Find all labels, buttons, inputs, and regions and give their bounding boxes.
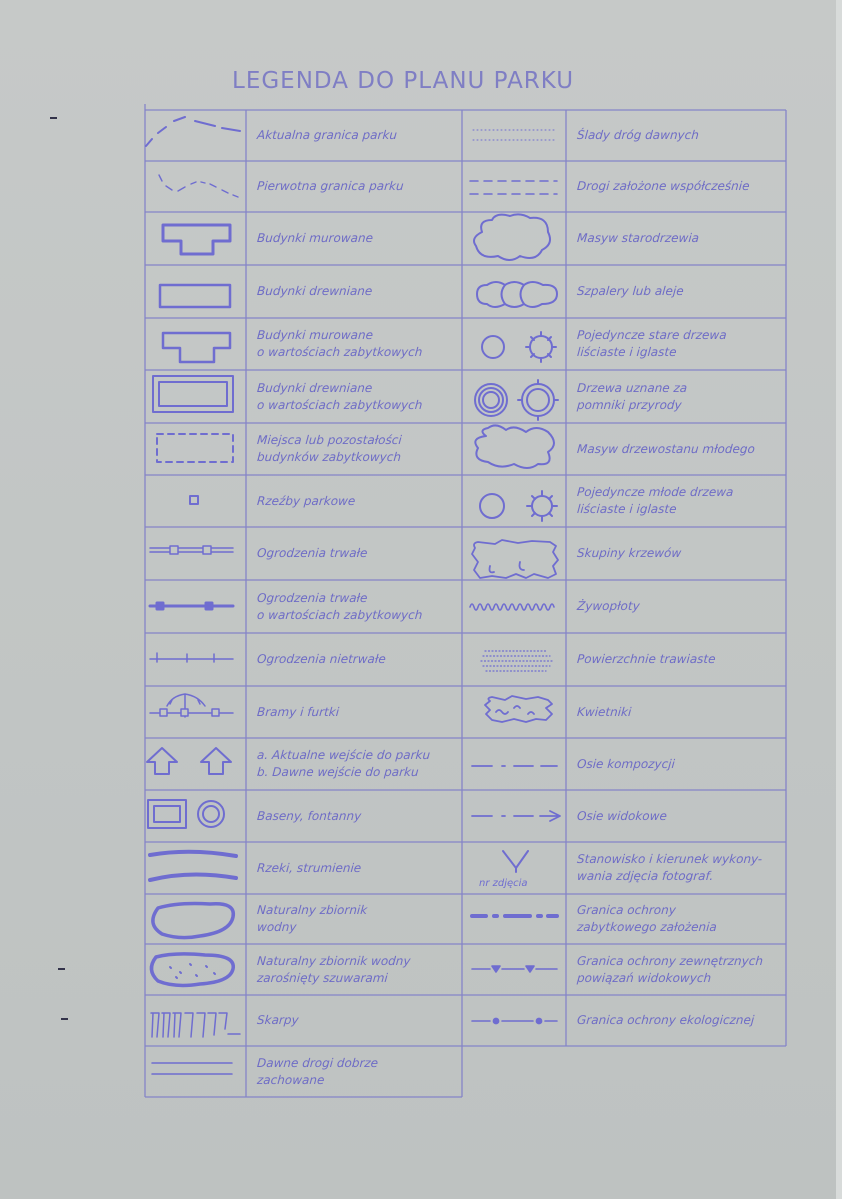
overgrown-reservoir-icon bbox=[151, 954, 233, 986]
left-description-line: Miejsca lub pozostałości bbox=[256, 433, 403, 447]
entrance-arrows-icon bbox=[147, 748, 231, 774]
right-description-line: Masyw drzewostanu młodego bbox=[576, 441, 756, 456]
left-description-line: o wartościach zabytkowych bbox=[256, 397, 423, 412]
old-tree-mass-icon bbox=[474, 214, 550, 260]
right-description-line: Powierzchnie trawiaste bbox=[576, 652, 717, 666]
hedge-icon bbox=[470, 604, 554, 610]
right-description-line: Ślady dróg dawnych bbox=[576, 128, 700, 142]
right-description-line: powiązań widokowych bbox=[576, 970, 712, 985]
right-description-line: Granica ochrony zewnętrznych bbox=[576, 953, 764, 968]
right-description-line: zabytkowego założenia bbox=[576, 920, 718, 934]
left-description-line: o wartościach zabytkowych bbox=[256, 607, 423, 622]
photo-position-icon bbox=[503, 851, 528, 872]
right-description-line: Granica ochrony bbox=[576, 903, 677, 917]
left-description-line: zachowane bbox=[256, 1072, 325, 1087]
left-description-line: a. Aktualne wejście do parku bbox=[256, 748, 431, 762]
right-description-line: wania zdjęcia fotograf. bbox=[576, 869, 714, 883]
left-description-line: Budynki drewniane bbox=[256, 380, 373, 395]
water-reservoir-icon bbox=[153, 904, 233, 938]
right-description-line: Drzewa uznane za bbox=[576, 380, 688, 395]
right-description-line: pomniki przyrody bbox=[576, 397, 683, 412]
left-description-line: b. Dawne wejście do parku bbox=[256, 765, 420, 779]
left-description-line: Naturalny zbiornik wodny bbox=[256, 953, 412, 968]
single-old-tree-icon bbox=[482, 332, 556, 362]
right-description-line: Żywopłoty bbox=[576, 599, 641, 613]
right-description-line: liściaste i iglaste bbox=[576, 502, 678, 516]
park-sculpture-icon bbox=[190, 496, 198, 504]
left-description-line: Budynki murowane bbox=[256, 231, 374, 245]
left-description-line: budynków zabytkowych bbox=[256, 450, 402, 464]
left-description-line: Ogrodzenia trwałe bbox=[256, 546, 368, 560]
temporary-fence-icon bbox=[150, 653, 233, 662]
right-description-line: Granica ochrony ekologicznej bbox=[576, 1013, 755, 1027]
right-description-line: Stanowisko i kierunek wykony- bbox=[576, 852, 763, 866]
table-grid bbox=[145, 104, 786, 1097]
escarpment-icon bbox=[151, 1013, 240, 1037]
modern-road-icon bbox=[470, 181, 557, 194]
single-young-tree-icon bbox=[480, 491, 557, 521]
left-description-line: Baseny, fontanny bbox=[256, 808, 362, 823]
left-description-line: Skarpy bbox=[256, 1013, 300, 1027]
right-description-line: Kwietniki bbox=[576, 704, 632, 719]
right-description-line: Skupiny krzewów bbox=[576, 546, 682, 560]
flowerbed-icon bbox=[485, 696, 552, 722]
tree-row-icon bbox=[477, 282, 557, 307]
gate-icon bbox=[150, 694, 233, 717]
building-remains-icon bbox=[157, 434, 233, 462]
photo-number-label: nr zdjęcia bbox=[479, 878, 528, 889]
historic-fence-icon bbox=[150, 603, 233, 609]
right-description-line: Osie widokowe bbox=[576, 808, 668, 823]
external-view-protection-icon bbox=[472, 966, 557, 972]
left-description-line: Pierwotna granica parku bbox=[256, 179, 405, 193]
left-description-line: Budynki drewniane bbox=[256, 284, 373, 298]
left-description-line: o wartościach zabytkowych bbox=[256, 345, 423, 359]
right-description-line: Drogi założone współcześnie bbox=[576, 179, 751, 193]
left-description-line: Rzeki, strumienie bbox=[256, 860, 362, 875]
current-boundary-dashed-icon bbox=[146, 117, 240, 146]
permanent-fence-icon bbox=[150, 546, 233, 554]
left-description-line: Aktualna granica parku bbox=[256, 128, 398, 142]
right-description-line: Pojedyncze młode drzewa bbox=[576, 485, 734, 499]
left-description-line: Budynki murowane bbox=[256, 328, 374, 342]
right-description-line: Osie kompozycji bbox=[576, 756, 676, 771]
old-road-traces-icon bbox=[473, 130, 556, 140]
left-description-line: Ogrodzenia nietrwałe bbox=[256, 652, 387, 666]
right-description-line: Masyw starodrzewia bbox=[576, 231, 700, 245]
river-icon bbox=[150, 852, 236, 880]
right-description-line: Pojedyncze stare drzewa bbox=[576, 328, 728, 342]
shrub-group-icon bbox=[472, 540, 558, 578]
left-description-line: Dawne drogi dobrze bbox=[256, 1055, 379, 1070]
right-description-line: Szpalery lub aleje bbox=[576, 284, 685, 298]
old-road-icon bbox=[152, 1063, 232, 1074]
pool-fountain-icon bbox=[148, 800, 224, 828]
masonry-building-icon bbox=[163, 225, 230, 254]
young-tree-mass-icon bbox=[475, 425, 554, 468]
original-boundary-dotdash-icon bbox=[159, 175, 238, 197]
right-description-line: liściaste i iglaste bbox=[576, 345, 678, 359]
view-axis-icon bbox=[472, 811, 560, 821]
lawn-icon bbox=[481, 651, 552, 671]
left-description-line: Ogrodzenia trwałe bbox=[256, 590, 368, 605]
natural-monument-tree-icon bbox=[475, 380, 558, 420]
page-title: LEGENDA DO PLANU PARKU bbox=[232, 68, 575, 94]
historic-masonry-building-icon bbox=[163, 333, 230, 362]
left-description-line: Bramy i furtki bbox=[256, 704, 340, 719]
left-description-line: Rzeźby parkowe bbox=[256, 493, 356, 508]
left-description-line: Naturalny zbiornik bbox=[256, 903, 368, 917]
left-description-line: zarośnięty szuwarami bbox=[256, 970, 389, 985]
left-description-line: wodny bbox=[256, 920, 298, 934]
wooden-building-icon bbox=[160, 285, 230, 307]
ecological-protection-icon bbox=[472, 1018, 557, 1023]
historic-wooden-building-icon bbox=[153, 376, 233, 412]
